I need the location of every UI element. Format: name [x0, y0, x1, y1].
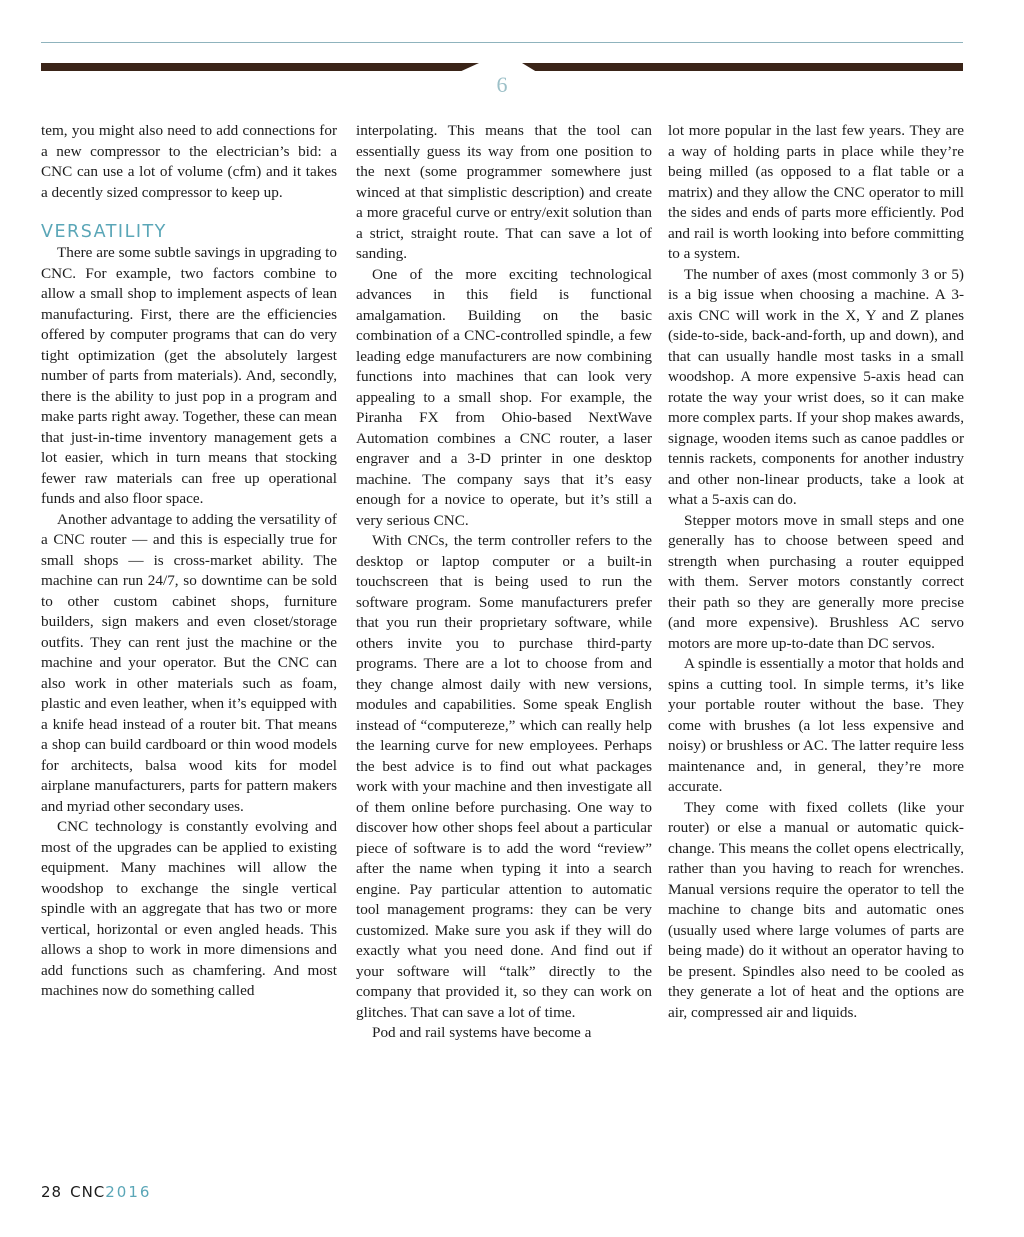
paragraph: One of the more exciting technological advances in this field is functional amalgamation. Building on the basic combination of a CNC-controlled spindle, a few leading edge manufacturers are now combining functions into machines that can look very appealing to a small shop. For example, the Piranha FX from Ohio-based NextWave Automation combines a CNC router, a laser engraver and a 3-D printer in one desktop machine. The company says that it’s easy enough for a novice to operate, but it’s still a very serious CNC. [356, 265, 652, 529]
chapter-number: 6 [496, 72, 508, 97]
paragraph: lot more popular in the last few years. They are a way of holding parts in place while they’re being milled (as opposed to a flat table or a matrix) and they allow the CNC operator to mill the sides and ends of parts more efficiently. Pod and rail is worth looking into before committing to a system. [668, 122, 964, 262]
paragraph: The number of axes (most commonly 3 or 5) is a big issue when choosing a machine. A 3-axis CNC will work in the X, Y and Z planes (side-to-side, back-and-forth, up and down), and that can usually handle most tasks in a small woodshop. A more expensive 5-axis head can rotate the way your wrist does, so it can make more complex parts. If your shop makes awards, signage, wooden items such as canoe paddles or tennis rackets, components for another industry and other non-linear products, take a look at what a 5-axis can do. [668, 265, 964, 508]
header-band-left [41, 63, 479, 71]
text-column-1 [41, 121, 337, 1002]
paragraph: CNC technology is constantly evolving and most of the upgrades can be applied to existing equipment. Many machines will allow the woodshop to exchange the single vertical spindle with an aggregate that has two or more vertical, horizontal or even angled heads. This allows a shop to work in more dimensions and add functions such as chamfering. And most machines now do something called [41, 818, 337, 999]
paragraph: Another advantage to adding the versatility of a CNC router — and this is especially true for small shops — is cross-market ability. The machine can run 24/7, so downtime can be sold to other custom cabinet shops, furniture builders, sign makers and even closet/storage outfits. They can rent just the machine or the machine and your operator. But the CNC can also work in other materials such as foam, plastic and even leather, when it’s equipped with a knife head instead of a router bit. That means a shop can build cardboard or thin wood models for architects, balsa wood kits for model airplane manufacturers, parts for pattern makers and myriad other secondary uses. [41, 510, 337, 815]
publication-year: 2016 [105, 1183, 152, 1201]
paragraph: interpolating. This means that the tool can essentially guess its way from one position to the next (some programmer somewhere just winced at that simplistic description) and create a more graceful curve or entry/exit solution than a strict, straight route. That can save a lot of sanding. [356, 122, 652, 262]
text-column-2 [356, 121, 652, 1044]
paragraph: They come with fixed collets (like your router) or else a manual or automatic quick-change. This means the collet opens electrically, rather than you having to reach for wrenches. Manual versions require the operator to tell the machine to change bits and automatic ones (usually used where large volumes of parts are being made) do it without an operator having to be present. Spindles also need to be cooled as they generate a lot of heat and the options are air, compressed air and liquids. [668, 798, 964, 1021]
section-heading-versatility: VERSATILITY [41, 222, 167, 242]
header-band-right [522, 63, 963, 71]
paragraph: Stepper motors move in small steps and one generally has to choose between speed and strength when purchasing a router equipped with them. Server motors constantly correct their path so they are generally more precise (and more expensive). Brushless AC servo motors are more up-to-date than DC servos. [668, 511, 964, 652]
page-footer [41, 1183, 151, 1201]
page-number: 28 [41, 1183, 63, 1201]
paragraph: Pod and rail systems have become a [372, 1024, 592, 1041]
paragraph: tem, you might also need to add connections for a new compressor to the electrician’s bid: a CNC can use a lot of volume (cfm) and it takes a decently sized compressor to keep up. [41, 122, 337, 201]
paragraph: A spindle is essentially a motor that holds and spins a cutting tool. In simple terms, it’s like your portable router without the base. They come with brushes (a lot less expensive and noisy) or brushless or AC. The latter require less maintenance and, in general, they’re more accurate. [668, 655, 964, 795]
paragraph: There are some subtle savings in upgrading to CNC. For example, two factors combine to allow a small shop to implement aspects of lean manufacturing. First, there are the efficiencies offered by computer programs that can do very tight optimization (get the absolutely largest number of parts from materials). And, secondly, there is the ability to just pop in a program and make parts right away. Together, these can mean that just-in-time inventory management gets a lot easier, which in turn means that stocking fewer raw materials can free up operational funds and also floor space. [41, 244, 337, 507]
text-column-3 [668, 121, 964, 1023]
paragraph: With CNCs, the term controller refers to the desktop or laptop computer or a built-in touchscreen that is being used to run the software program. Some manufacturers prefer that you run their proprietary software, while others invite you to purchase third-party programs. There are a lot to choose from and they change almost daily with new versions, modules and capabilities. Some speak English instead of “computereze,” which can really help the learning curve for new employees. Perhaps the best advice is to find out what packages work with your machine and then investigate all of them online before purchasing. One way to discover how other shops feel about a particular piece of software is to add the word “review” after the name when typing it into a search engine. Pay particular attention to automatic tool management programs: they can be very customized. Make sure you ask if they will do exactly what you need done. And find out if your software will “talk” directly to the company that provided it, so they can work on glitches. That can save a lot of time. [356, 532, 652, 1021]
header-rule [41, 42, 963, 43]
publication-name: CNC [70, 1183, 106, 1201]
